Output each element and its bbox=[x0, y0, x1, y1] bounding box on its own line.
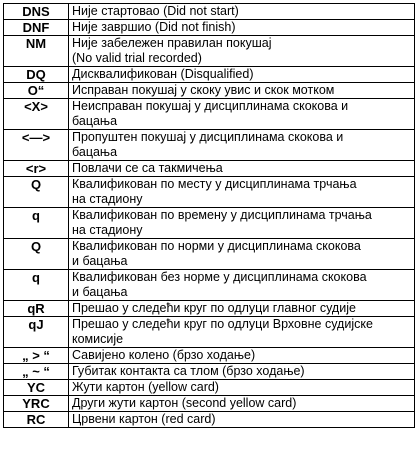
description-line: Квалификован без норме у дисциплинама скокова bbox=[72, 270, 367, 284]
description-line: Црвени картон (red card) bbox=[72, 412, 216, 426]
legend-row bbox=[4, 301, 415, 317]
description-line: бацања bbox=[72, 145, 118, 159]
abbreviation-code: <r> bbox=[4, 161, 69, 177]
abbreviation-code: DNS bbox=[4, 4, 69, 20]
legend-row bbox=[4, 4, 415, 20]
legend-row bbox=[4, 67, 415, 83]
legend-row bbox=[4, 396, 415, 412]
legend-row bbox=[4, 239, 415, 270]
abbreviation-code: DQ bbox=[4, 67, 69, 83]
legend-row bbox=[4, 270, 415, 301]
description-line: Повлачи се са такмичења bbox=[72, 161, 223, 175]
abbreviation-code: qR bbox=[4, 301, 69, 317]
legend-row bbox=[4, 20, 415, 36]
abbreviation-code: <—> bbox=[4, 130, 69, 161]
description-line: Квалификован по норми у дисциплинама скокова bbox=[72, 239, 361, 253]
legend-row bbox=[4, 177, 415, 208]
legend-row bbox=[4, 348, 415, 364]
abbreviation-description bbox=[69, 380, 415, 396]
abbreviation-code: <X> bbox=[4, 99, 69, 130]
abbreviation-description bbox=[69, 301, 415, 317]
legend-row bbox=[4, 317, 415, 348]
legend-row bbox=[4, 36, 415, 67]
description-line: на стадиону bbox=[72, 192, 143, 206]
abbreviation-description bbox=[69, 364, 415, 380]
abbreviation-description bbox=[69, 239, 415, 270]
description-line: Није стартовао (Did not start) bbox=[72, 4, 239, 18]
abbreviation-description bbox=[69, 208, 415, 239]
description-line: Други жути картон (second yellow card) bbox=[72, 396, 297, 410]
legend-row bbox=[4, 364, 415, 380]
description-line: Није забележен правилан покушај bbox=[72, 36, 272, 50]
description-line: Губитак контакта са тлом (брзо ходање) bbox=[72, 364, 305, 378]
abbreviation-description bbox=[69, 130, 415, 161]
abbreviation-description bbox=[69, 20, 415, 36]
abbreviation-code: Q bbox=[4, 177, 69, 208]
description-line: Квалификован по месту у дисциплинама трчања bbox=[72, 177, 357, 191]
description-line: Савијено колено (брзо ходање) bbox=[72, 348, 256, 362]
legend-row bbox=[4, 412, 415, 428]
abbreviation-description bbox=[69, 348, 415, 364]
abbreviation-description bbox=[69, 317, 415, 348]
abbreviation-description bbox=[69, 270, 415, 301]
abbreviation-description bbox=[69, 396, 415, 412]
description-line: и бацања bbox=[72, 285, 128, 299]
abbreviation-code: q bbox=[4, 270, 69, 301]
description-line: Пропуштен покушај у дисциплинама скокова и bbox=[72, 130, 344, 144]
description-line: Жути картон (yellow card) bbox=[72, 380, 219, 394]
abbreviation-description bbox=[69, 177, 415, 208]
abbreviation-description bbox=[69, 412, 415, 428]
description-line: Није завршио (Did not finish) bbox=[72, 20, 236, 34]
legend-row bbox=[4, 208, 415, 239]
abbreviation-code: YRC bbox=[4, 396, 69, 412]
abbreviation-code: RC bbox=[4, 412, 69, 428]
legend-row bbox=[4, 130, 415, 161]
description-line: Квалификован по времену у дисциплинама трчања bbox=[72, 208, 372, 222]
description-line: Неисправан покушај у дисциплинама скокова и bbox=[72, 99, 349, 113]
abbreviation-description bbox=[69, 36, 415, 67]
legend-row bbox=[4, 99, 415, 130]
abbreviation-code: „ ~ “ bbox=[4, 364, 69, 380]
description-line: Прешао у следећи круг по одлуци Врховне судијске bbox=[72, 317, 373, 331]
description-line: Прешао у следећи круг по одлуци главног судије bbox=[72, 301, 356, 315]
description-line: комисије bbox=[72, 332, 124, 346]
legend-row bbox=[4, 161, 415, 177]
abbreviation-description bbox=[69, 83, 415, 99]
abbreviation-description bbox=[69, 99, 415, 130]
description-line: бацања bbox=[72, 114, 118, 128]
description-line: (No valid trial recorded) bbox=[72, 51, 202, 65]
description-line: Исправан покушај у скоку увис и скок мотком bbox=[72, 83, 335, 97]
abbreviation-description bbox=[69, 161, 415, 177]
description-line: Дисквалификован (Disqualified) bbox=[72, 67, 254, 81]
legend-row bbox=[4, 83, 415, 99]
abbreviation-code: DNF bbox=[4, 20, 69, 36]
abbreviation-code: „ > “ bbox=[4, 348, 69, 364]
abbreviation-code: Q bbox=[4, 239, 69, 270]
abbreviation-code: O“ bbox=[4, 83, 69, 99]
abbreviation-description bbox=[69, 4, 415, 20]
abbreviation-code: NM bbox=[4, 36, 69, 67]
abbreviations-legend-table bbox=[3, 3, 415, 428]
abbreviation-code: YC bbox=[4, 380, 69, 396]
description-line: на стадиону bbox=[72, 223, 143, 237]
abbreviation-code: qJ bbox=[4, 317, 69, 348]
abbreviation-code: q bbox=[4, 208, 69, 239]
abbreviation-description bbox=[69, 67, 415, 83]
description-line: и бацања bbox=[72, 254, 128, 268]
legend-body bbox=[4, 4, 415, 428]
legend-row bbox=[4, 380, 415, 396]
